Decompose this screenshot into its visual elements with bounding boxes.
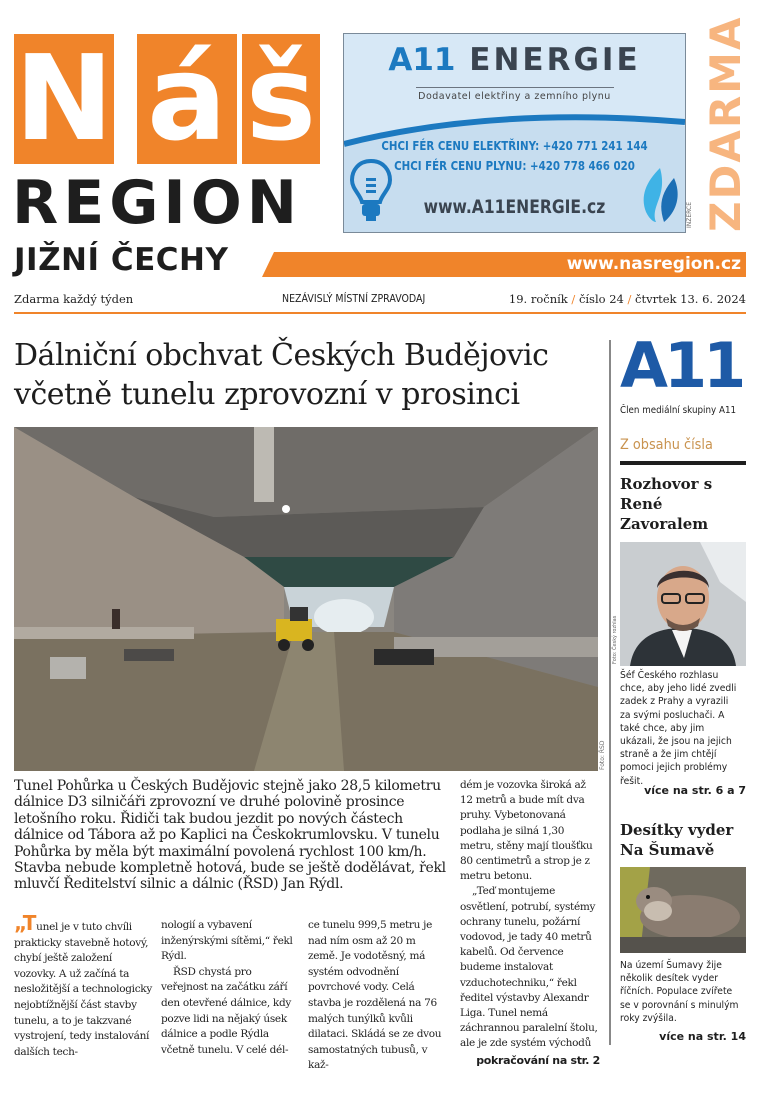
photo-credit: Foto: ŘSD <box>599 740 606 770</box>
ad-brand <box>344 42 685 78</box>
free-label: ZDARMA <box>701 15 750 232</box>
tunnel-photo-illustration <box>14 427 598 771</box>
story-title[interactable]: Rozhovor s René Zavoralem <box>620 475 713 533</box>
ad-brand-energie: ENERGIE <box>455 42 641 78</box>
story-title[interactable]: Desítky vyder Na Šumavě <box>620 821 734 859</box>
article-column-2 <box>161 918 299 1058</box>
issue-date: čtvrtek 13. 6. 2024 <box>635 292 746 306</box>
article-lead: Tunel Pohůrka u Českých Budějovic stejně jako 28,5 kilometru dálnice D3 silničáři zprovozní ve druhé polovině prosince letošního roku. Řidiči tak budou jezdit po nových částech dálnice od Tábora až po Kaplici na Českokrumlovsku. V tunelu Pohůrka by měla být maximální povolená rychlost 100 km/h. Stavba nebude kompletně hotová, bude se ještě dodělávat, řekl mluvčí Ředitelství silnic a dálnic (ŘSD) Jan Rýdl. <box>14 778 446 893</box>
media-group-label: Člen mediální skupiny A11 <box>620 405 737 416</box>
column-paragraph: dém je vozovka široká až 12 metrů a bude mít dva pruhy. Vybetonovaná podlaha je silná 1,30 metru, stěny mají tloušťku 80 centimetrů a strop je z metru betonu. <box>460 779 593 883</box>
contents-rule <box>620 461 746 465</box>
tunnel-photo[interactable] <box>14 427 598 771</box>
issue-details: 19. ročník / číslo 24 / čtvrtek 13. 6. 2024 <box>508 292 746 306</box>
portrait-illustration <box>620 542 746 666</box>
column-divider <box>609 340 611 1045</box>
column-text: unel je v tuto chvíli prakticky stavebně hotový, chybí ještě založení vozovky. A už začíná ta nesložitější a technologicky nejobtížnější část stavby tunelu, a to je takzvané vystrojení, tedy instalování dalších tech- <box>14 921 153 1058</box>
ad-phone-electricity: CHCI FÉR CENU ELEKTŘINY: +420 771 241 144 <box>381 138 648 153</box>
article-column-4 <box>460 778 600 1068</box>
quote-mark: „ <box>14 911 23 935</box>
ad-phone-gas: CHCI FÉR CENU PLYNU: +420 778 466 020 <box>394 158 635 173</box>
ad-divider <box>416 87 614 88</box>
lightbulb-icon <box>350 158 392 224</box>
tagline: NEZÁVISLÝ MÍSTNÍ ZPRAVODAJ <box>282 293 426 305</box>
a11-logo: A11 <box>620 329 743 402</box>
story-summary: Na území Šumavy žije několik desítek vyder říčních. Populace zvířete se v porovnání s minulým roky zvýšila. <box>620 960 739 1024</box>
story-more-link[interactable]: více na str. 14 <box>659 1030 746 1043</box>
column-paragraph: nologií a vybavení inženýrskými sítěmi,“ řekl Rýdl. <box>161 919 293 963</box>
logo-letter: N <box>14 34 114 164</box>
portrait-credit: Foto: Český rozhlas <box>612 615 618 664</box>
story-more-link[interactable]: více na str. 6 a 7 <box>644 784 746 797</box>
story-summary: Šéf Českého rozhlasu chce, aby jeho lidé zvedli zadek z Prahy a vyrazili za svými posluchači. A také chce, aby jim ukázali, že jsou na jejich straně a že jim chtějí pomoci jejich problémy řešit. <box>620 670 737 787</box>
advertisement[interactable] <box>343 33 686 233</box>
otter-photo[interactable] <box>620 867 746 953</box>
continue-link[interactable]: pokračování na str. 2 <box>476 1053 600 1067</box>
ad-website: www.A11ENERGIE.cz <box>423 196 606 218</box>
column-paragraph: „Teď montujeme osvětlení, potrubí, systémy ochrany tunelu, požární vodovod, je tady 40 metrů kabelů. Od července budeme instalovat vzduchotechniku,“ řekl ředitel výstavby Alexandr Liga. Tunel nemá záchrannou paralelní štolu, ale je zde systém východů <box>460 885 598 1050</box>
divider <box>14 312 746 314</box>
ad-brand-a11: A11 <box>388 42 456 78</box>
ad-subtitle: Dodavatel elektřiny a zemního plynu <box>418 91 611 102</box>
logo-region: REGION <box>12 168 302 238</box>
article-headline[interactable]: Dálniční obchvat Českých Budějovic včetně tunelu zprovozní v prosinci <box>14 338 549 412</box>
contents-title: Z obsahu čísla <box>620 437 713 453</box>
column-paragraph: ce tunelu 999,5 metru je nad ním osm až 20 m země. Je vodotěsný, má systém odvodnění povrchové vody. Celá stavba je rozdělená na 76 malých tunýlků kvůli dilataci. Skládá se ze dvou samostatných tubusů, v kaž- <box>308 919 442 1072</box>
article-column-1 <box>14 911 153 1060</box>
region-name: JIŽNÍ ČECHY <box>14 242 229 278</box>
volume: 19. ročník <box>508 292 568 306</box>
ad-tag: INZERCE <box>686 201 693 228</box>
issue-number: číslo 24 <box>578 292 624 306</box>
logo-letter: á <box>137 34 237 164</box>
drop-cap: T <box>22 911 37 935</box>
column-paragraph: ŘSD chystá pro veřejnost na začátku září den otevřené dálnice, kdy pozve lidi na nějaký úsek dálnice a podle Rýdla včetně tunelu. V celé dél- <box>161 965 292 1056</box>
frequency: Zdarma každý týden <box>14 292 134 306</box>
issue-info-bar <box>14 292 746 308</box>
website-link[interactable]: www.nasregion.cz <box>566 254 741 274</box>
flame-icon <box>640 166 678 224</box>
article-column-3 <box>308 918 446 1074</box>
otter-illustration <box>620 867 746 953</box>
logo-letter: š <box>242 34 320 164</box>
portrait-photo[interactable] <box>620 542 746 666</box>
